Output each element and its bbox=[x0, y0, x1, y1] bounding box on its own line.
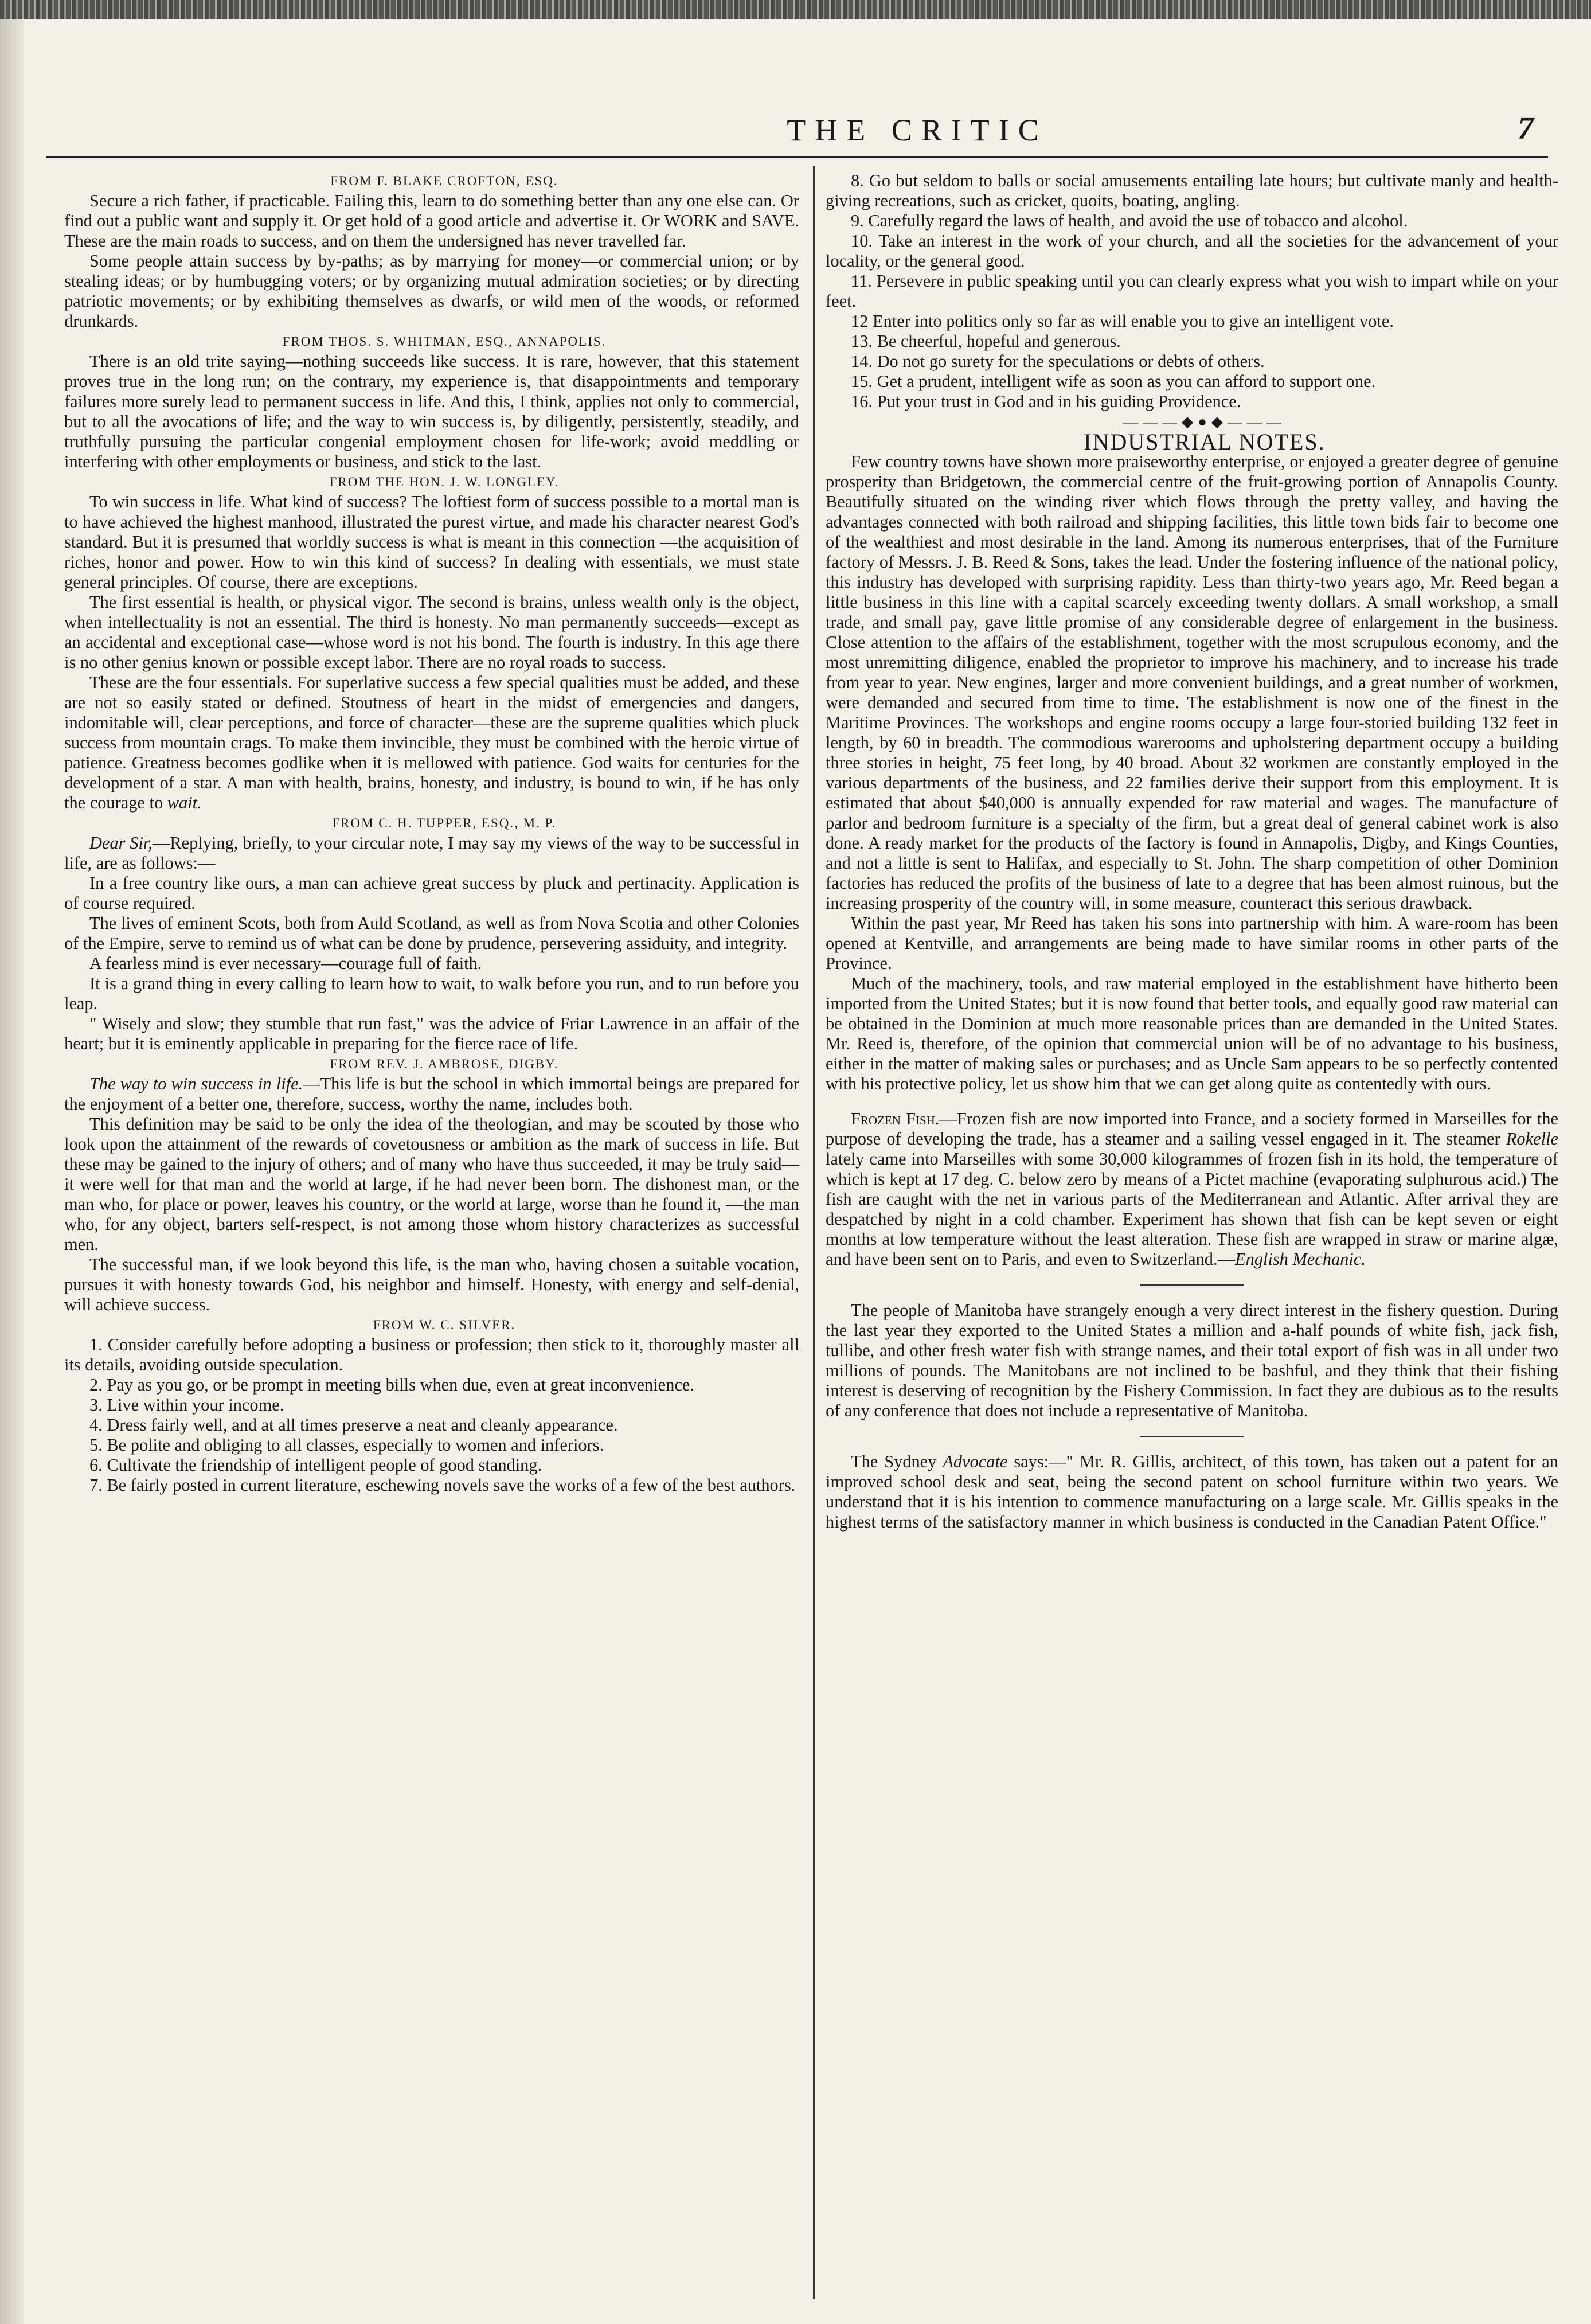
ambrose-lead: The way to win success in life. bbox=[89, 1074, 303, 1093]
silver-item-3: 3. Live within your income. bbox=[89, 1395, 284, 1415]
frozen-fish-paragraph bbox=[826, 1109, 1558, 1270]
spacer bbox=[826, 1094, 1558, 1109]
sydney-paragraph bbox=[826, 1452, 1558, 1532]
section-heading-longley: FROM THE HON. J. W. LONGLEY. bbox=[329, 475, 560, 489]
silver-item-2: 2. Pay as you go, or be prompt in meeting bills when due, even at great inconvenience. bbox=[89, 1375, 694, 1395]
silver-item-16: 16. Put your trust in God and in his guiding Providence. bbox=[851, 392, 1241, 411]
silver-item-9: 9. Carefully regard the laws of health, and avoid the use of tobacco and alcohol. bbox=[851, 211, 1408, 231]
section-heading-crofton: FROM F. BLAKE CROFTON, ESQ. bbox=[330, 174, 558, 188]
manitoba-paragraph: The people of Manitoba have strangely enough a very direct interest in the fishery question. During the last year they exported to the United States a million and a-half pounds of white fish, jack fish, tullibe, and other fresh water fish with strange names, and their total export of fish was in all under two millions of pounds. The Manitobans are not inclined to be bashful, and they think that their fishing interest is deserving of recognition by the Fishery Commission. In fact they are dubious as to the results of any conference that does not include a representative of Manitoba. bbox=[826, 1300, 1558, 1420]
industrial-paragraph-1: Few country towns have shown more praiseworthy enterprise, or enjoyed a greater degree of genuine prosperity than Bridgetown, the commercial centre of the fruit-growing portion of Annapolis County. Beautifully situated on the winding river which flows through the pretty valley, and having the advantages connected with both railroad and shipping facilities, this little town bids fair to become one of the wealthiest and most desirable in the land. Among its numerous enterprises, that of the Furniture factory of Messrs. J. B. Reed & Sons, takes the lead. Under the fostering influence of the national policy, this industry has developed with surprising rapidity. Less than thirty-two years ago, Mr. Reed began a little business in this line with a capital scarcely exceeding twenty dollars. A small workshop, a small trade, and small pay, gave little promise of any considerable degree of enlargement in the business. Close attention to the affairs of the establishment, together with the most scrupulous economy, and the most unremitting diligence, enabled the proprietor to improve his machinery, and to increase his trade from year to year. New engines, larger and more convenient buildings, and a great number of workmen, were demanded and secured from time to time. The establishment is now one of the finest in the Maritime Provinces. The workshops and engine rooms occupy a large four-storied building 132 feet in length, by 60 in breadth. The commodious warerooms and upholstering department occupy a building three stories in height, 75 feet long, by 40 broad. About 32 workmen are constantly employed in the various departments of the business, and 22 families derive their support from this employment. It is estimated that about $40,000 is annually expended for raw material and wages. The manufacture of parlor and bedroom furniture is a specialty of the firm, but a great deal of general cabinet work is also done. A ready market for the products of the factory is found in Annapolis, Digby, and Kings Counties, and not a little is sent to Halifax, and especially to St. John. The sharp competition of other Dominion factories has reduced the profits of the business of late to a degree that has been almost ruinous, but the increasing prosperity of the country will, in some measure, counteract this serious drawback. bbox=[826, 452, 1558, 913]
frozen-fish-lead: Frozen Fish. bbox=[851, 1109, 940, 1128]
scan-top-edge bbox=[0, 0, 1591, 19]
tupper-paragraph-2: In a free country like ours, a man can achieve great success by pluck and pertinacity. Application is of course required. bbox=[64, 873, 799, 913]
ambrose-paragraph-2: This definition may be said to be only the idea of the theologian, and may be scouted by those who look upon the attainment of the rewards of covetousness or ambition as the mark of success in life. But these may be gained to the injury of others; and of many who have thus succeeded, it may be truly said—it were well for that man and the world at large, if he had never been born. The dishonest man, or the man who, for place or power, leaves his country, or the world at large, worse than he found it, —the man who, for any object, barters self-respect, is not among those whom history characterizes as successful men. bbox=[64, 1114, 799, 1254]
right-column bbox=[826, 171, 1558, 1532]
tupper-salutation: Dear Sir, bbox=[89, 833, 153, 853]
section-heading-whitman: FROM THOS. S. WHITMAN, ESQ., ANNAPOLIS. bbox=[282, 334, 607, 349]
left-column bbox=[64, 171, 799, 1495]
longley-p3-text: These are the four essentials. For superlative success a few special qualities must be added, and these are not so easily stated or defined. Stoutness of heart in the midst of emergencies and dangers, indomitable will, clear perceptions, and force of character—these are the supreme qualities which pluck success from mountain crags. To make them invincible, they must be combined with the heroic virtue of patience. Greatness becomes godlike when it is mellowed with patience. God waits for centuries for the development of a star. A man with health, brains, honesty, and industry, is bound to win, if he has only the courage to bbox=[64, 673, 799, 813]
section-ornament: ———◆●◆——— bbox=[1123, 413, 1286, 430]
separator-rule bbox=[1140, 1284, 1244, 1286]
industrial-paragraph-3: Much of the machinery, tools, and raw material employed in the establishment have hitherto been imported from the United States; but it is now found that better tools, and equally good raw material can be obtained in the Dominion at much more reasonable prices than are demanded in the United States. Mr. Reed is, therefore, of the opinion that commercial union will be of no advantage to his business, either in the matter of making sales or purchases; and as Uncle Sam appears to be so perfectly contented with his protective policy, let us show him that we can get along quite as contentedly with ours. bbox=[826, 974, 1558, 1093]
tupper-paragraph-3: The lives of eminent Scots, both from Auld Scotland, as well as from Nova Scotia and other Colonies of the Empire, serve to remind us of what can be done by prudence, persevering assiduity, and integrity. bbox=[64, 913, 799, 953]
column-divider bbox=[813, 166, 815, 2299]
tupper-paragraph-6: " Wisely and slow; they stumble that run fast," was the advice of Friar Lawrence in an affair of the heart; but it is eminently applicable in preparing for the fierce race of life. bbox=[64, 1014, 799, 1053]
silver-item-11: 11. Persevere in public speaking until you can clearly express what you wish to impart while on your feet. bbox=[826, 271, 1558, 311]
page-number: 7 bbox=[1518, 111, 1534, 146]
running-title: THE CRITIC bbox=[787, 113, 1048, 147]
silver-item-6: 6. Cultivate the friendship of intelligent people of good standing. bbox=[89, 1455, 542, 1475]
silver-item-5: 5. Be polite and obliging to all classes, especially to women and inferiors. bbox=[89, 1435, 604, 1455]
separator-rule bbox=[1140, 1436, 1244, 1437]
silver-item-12: 12 Enter into politics only so far as will enable you to give an intelligent vote. bbox=[851, 311, 1394, 331]
section-heading-silver: FROM W. C. SILVER. bbox=[373, 1318, 516, 1332]
section-heading-ambrose: FROM REV. J. AMBROSE, DIGBY. bbox=[330, 1057, 559, 1071]
ambrose-paragraph-3: The successful man, if we look beyond this life, is the man who, having chosen a suitable vocation, pursues it with honesty towards God, his neighbor and himself. Honesty, with energy and self-denial, will achieve success. bbox=[64, 1255, 799, 1314]
silver-item-4: 4. Dress fairly well, and at all times preserve a neat and cleanly appearance. bbox=[89, 1415, 618, 1435]
crofton-paragraph-1: Secure a rich father, if practicable. Failing this, learn to do something better than any one else can. Or find out a public want and supply it. Or get hold of a good article and advertise it. Or WORK and SAVE. These are the main roads to success, and on them the undersigned has never travelled far. bbox=[64, 191, 799, 251]
ship-name: Rokelle bbox=[1506, 1129, 1558, 1149]
ambrose-paragraph-1 bbox=[64, 1074, 799, 1114]
crofton-paragraph-2: Some people attain success by by-paths; as by marrying for money—or commercial union; or by stealing ideas; or by humbugging voters; or by organizing mutual admiration societies; or by directing patriotic movements; or by exhibiting themselves as dwarfs, or wild men of the woods, or reformed drunkards. bbox=[64, 251, 799, 331]
silver-item-7: 7. Be fairly posted in current literature, eschewing novels save the works of a few of the best authors. bbox=[89, 1475, 796, 1495]
silver-item-1: 1. Consider carefully before adopting a business or profession; then stick to it, thoroughly master all its details, avoiding outside speculation. bbox=[64, 1335, 799, 1374]
sydney-text-b: says:—" Mr. R. Gillis, architect, of this town, has taken out a patent for an improved school desk and seat, being the second patent on school furniture within two years. We understand that it is his intention to commence manufacturing on a large scale. Mr. Gillis speaks in the highest terms of the satisfactory manner in which business is conducted in the Canadian Patent Office." bbox=[826, 1452, 1558, 1532]
longley-p3-italic: wait. bbox=[167, 793, 202, 813]
frozen-fish-text-a: —Frozen fish are now imported into France, and a society formed in Marseilles for the purpose of developing the trade, has a steamer and a sailing vessel engaged in it. The steamer bbox=[826, 1109, 1558, 1149]
industrial-paragraph-2: Within the past year, Mr Reed has taken his sons into partnership with him. A ware-room has been opened at Kentville, and arrangements are being made to have similar rooms in other parts of the Province. bbox=[826, 913, 1558, 973]
industrial-notes-title: INDUSTRIAL NOTES. bbox=[1084, 429, 1326, 455]
section-heading-tupper: FROM C. H. TUPPER, ESQ., M. P. bbox=[332, 816, 557, 830]
newspaper-name: Advocate bbox=[943, 1452, 1008, 1471]
silver-item-14: 14. Do not go surety for the speculations or debts of others. bbox=[851, 351, 1265, 371]
tupper-paragraph-1 bbox=[64, 833, 799, 873]
tupper-paragraph-5: It is a grand thing in every calling to learn how to wait, to walk before you run, and to run before you leap. bbox=[64, 974, 799, 1013]
sydney-text-a: The Sydney bbox=[851, 1452, 937, 1471]
longley-paragraph-1: To win success in life. What kind of success? The loftiest form of success possible to a mortal man is to have achieved the highest manhood, illustrated the purest virtue, and made his character nearest God's standard. But it is presumed that worldly success is what is meant in this connection —the acquisition of riches, honor and power. How to win this kind of success? In dealing with essentials, we must state general principles. Of course, there are exceptions. bbox=[64, 492, 799, 592]
frozen-fish-text-b: lately came into Marseilles with some 30,000 kilogrammes of frozen fish in its hold, the temperature of which is kept at 17 deg. C. below zero by means of a Pictet machine (evaporating sulphurous acid.) The fish are caught with the net in various parts of the Mediterranean and Atlantic. After arrival they are despatched by night in a cold chamber. Experiment has shown that fish can be kept seven or eight months at low temperature without the least alteration. These fish are wrapped in straw or marine algæ, and have been sent on to Paris, and even to Switzerland.— bbox=[826, 1149, 1558, 1269]
header-rule bbox=[46, 156, 1548, 158]
silver-item-8: 8. Go but seldom to balls or social amusements entailing late hours; but cultivate manly and health-giving recreations, such as cricket, quoits, boating, angling. bbox=[826, 171, 1558, 210]
silver-item-15: 15. Get a prudent, intelligent wife as soon as you can afford to support one. bbox=[851, 372, 1376, 391]
longley-paragraph-2: The first essential is health, or physical vigor. The second is brains, unless wealth only is the object, when intellectuality is not an essential. The third is honesty. No man permanently succeeds—except as an accidental and exceptional case—whose word is not his bond. The fourth is industry. In this age there is no other genius known or possible except labor. There are no royal roads to success. bbox=[64, 592, 799, 672]
silver-item-13: 13. Be cheerful, hopeful and generous. bbox=[851, 331, 1121, 351]
scan-binding-edge bbox=[0, 19, 24, 2324]
longley-paragraph-3 bbox=[64, 673, 799, 813]
silver-item-10: 10. Take an interest in the work of your church, and all the societies for the advancement of your locality, or the general good. bbox=[826, 231, 1558, 271]
frozen-fish-source: English Mechanic. bbox=[1235, 1249, 1366, 1269]
tupper-paragraph-4: A fearless mind is ever necessary—courage full of faith. bbox=[89, 954, 482, 973]
whitman-paragraph-1: There is an old trite saying—nothing succeeds like success. It is rare, however, that this statement proves true in the long run; on the contrary, my experience is, that disappointments and temporary failures more surely lead to permanent success in life. And this, I think, applies not only to commercial, but to all the avocations of life; and the way to win success is, by diligently, persistently, steadily, and truthfully pursuing the particular congenial employment chosen for life-work; avoid meddling or interfering with other employments or business, and stick to the last. bbox=[64, 351, 799, 471]
tupper-p1-text: —Replying, briefly, to your circular note, I may say my views of the way to be successful in life, are as follows:— bbox=[64, 833, 800, 873]
ambrose-p1-text: —This life is but the school in which immortal beings are prepared for the enjoyment of a better one, therefore, success, worthy the name, includes both. bbox=[64, 1074, 799, 1114]
